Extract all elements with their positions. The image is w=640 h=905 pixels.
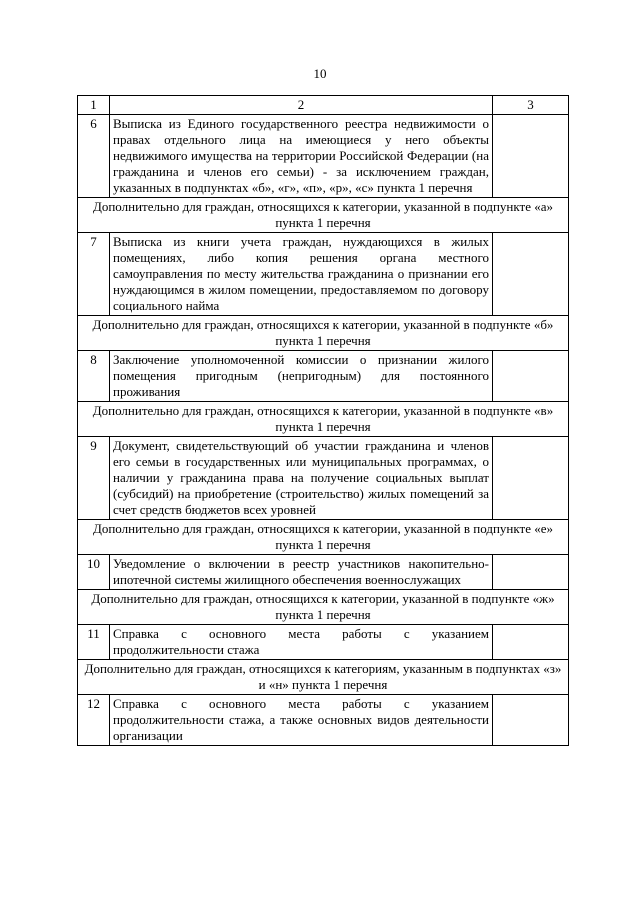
category-note-row [78, 590, 569, 625]
category-note-row [78, 520, 569, 555]
column-header-2: 2 [110, 96, 493, 115]
notes-cell [493, 233, 569, 316]
row-number: 7 [78, 233, 110, 316]
page-number: 10 [313, 66, 327, 81]
column-header-3: 3 [493, 96, 569, 115]
notes-cell [493, 695, 569, 746]
category-note-row [78, 402, 569, 437]
table-row [78, 351, 569, 402]
row-number: 9 [78, 437, 110, 520]
category-note-row [78, 660, 569, 695]
document-description: Документ, свидетельствующий об участии гражданина и членов его семьи в государственных или муниципальных программах, о наличии у гражданина права на получение социальных выплат (субсидий) на приобретение (строительство) жилых помещений за счет средств бюджетов всех уровней [110, 437, 493, 520]
category-note: Дополнительно для граждан, относящихся к категории, указанной в подпункте «в» пункта 1 перечня [78, 402, 569, 437]
notes-cell [493, 437, 569, 520]
category-note-row [78, 198, 569, 233]
category-note: Дополнительно для граждан, относящихся к категориям, указанным в подпунктах «з» и «н» пункта 1 перечня [78, 660, 569, 695]
document-description: Справка с основного места работы с указанием продолжительности стажа, а также основных видов деятельности организации [110, 695, 493, 746]
notes-cell [493, 555, 569, 590]
row-number: 12 [78, 695, 110, 746]
row-number: 6 [78, 115, 110, 198]
row-number: 11 [78, 625, 110, 660]
notes-cell [493, 115, 569, 198]
row-number: 8 [78, 351, 110, 402]
table-header-row [78, 96, 569, 115]
document-description: Справка с основного места работы с указанием продолжительности стажа [110, 625, 493, 660]
table-row [78, 233, 569, 316]
document-description: Заключение уполномоченной комиссии о признании жилого помещения пригодным (непригодным) для постоянного проживания [110, 351, 493, 402]
table-row [78, 437, 569, 520]
category-note: Дополнительно для граждан, относящихся к категории, указанной в подпункте «а» пункта 1 перечня [78, 198, 569, 233]
notes-cell [493, 351, 569, 402]
document-description: Выписка из Единого государственного реестра недвижимости о правах отдельного лица на имеющиеся у него объекты недвижимого имущества на территории Российской Федерации (на гражданина и членов его семьи) - за исключением граждан, указанных в подпунктах «б», «г», «п», «р», «с» пункта 1 перечня [110, 115, 493, 198]
documents-table [77, 95, 569, 746]
table-row [78, 115, 569, 198]
table-row [78, 555, 569, 590]
category-note: Дополнительно для граждан, относящихся к категории, указанной в подпункте «е» пункта 1 перечня [78, 520, 569, 555]
column-header-1: 1 [78, 96, 110, 115]
document-description: Уведомление о включении в реестр участников накопительно-ипотечной системы жилищного обеспечения военнослужащих [110, 555, 493, 590]
table-row [78, 695, 569, 746]
notes-cell [493, 625, 569, 660]
category-note: Дополнительно для граждан, относящихся к категории, указанной в подпункте «б» пункта 1 перечня [78, 316, 569, 351]
category-note: Дополнительно для граждан, относящихся к категории, указанной в подпункте «ж» пункта 1 перечня [78, 590, 569, 625]
category-note-row [78, 316, 569, 351]
table-row [78, 625, 569, 660]
row-number: 10 [78, 555, 110, 590]
document-description: Выписка из книги учета граждан, нуждающихся в жилых помещениях, либо копия решения органа местного самоуправления по месту жительства гражданина о признании его нуждающимся в жилом помещении, предоставляемом по договору социального найма [110, 233, 493, 316]
